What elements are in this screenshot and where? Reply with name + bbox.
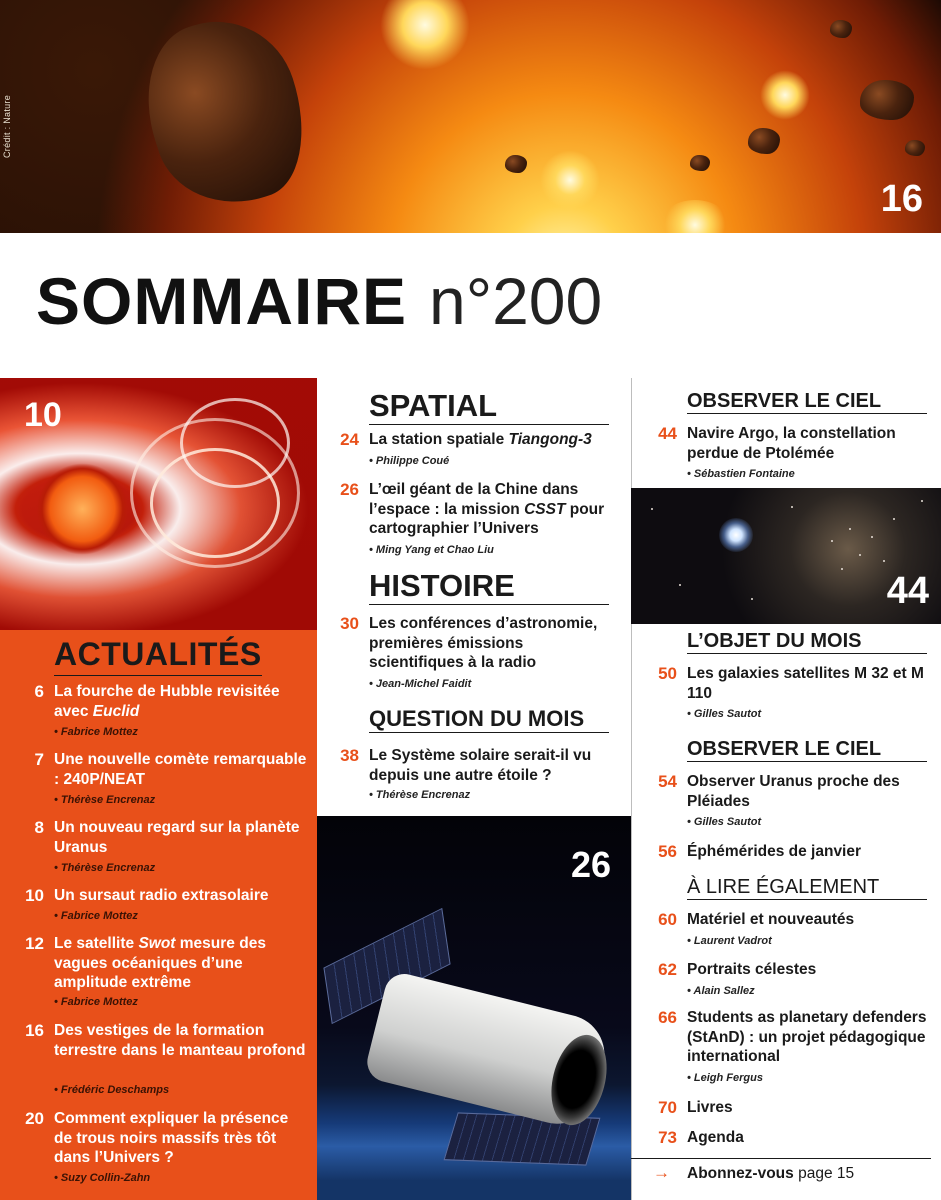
arrow-right-icon: →: [653, 1163, 670, 1182]
entry-page-number: 60: [658, 910, 677, 929]
entry-title: Students as planetary defenders (StAnD) : un projet pédagogique international: [687, 1009, 927, 1065]
entry-title: La station spatiale Tiangong-3: [369, 431, 592, 448]
entry-title: Le satellite Swot mesure des vagues océaniques d’une amplitude extrême: [54, 935, 266, 991]
entry-page-number: 44: [658, 424, 677, 443]
section-heading-actualites: ACTUALITÉS: [54, 636, 262, 676]
actualites-column: [0, 378, 317, 1200]
star-cluster-image: [631, 488, 941, 624]
entry-page-number: 7: [34, 750, 44, 769]
entry-author: • Gilles Sautot: [687, 816, 762, 828]
entry-page-number: 50: [658, 664, 677, 683]
image-page-number[interactable]: 10: [24, 396, 62, 434]
entry-title: Les galaxies satellites M 32 et M 110: [687, 665, 924, 702]
space-telescope-image: [317, 816, 631, 1200]
entry-title: Agenda: [687, 1129, 744, 1146]
entry-author: • Gilles Sautot: [687, 708, 762, 720]
entry-title: Le Système solaire serait-il vu depuis une autre étoile ?: [369, 747, 592, 784]
subscribe-label: Abonnez-vous: [687, 1165, 794, 1182]
entry-title: Portraits célestes: [687, 961, 817, 978]
entry-title: Des vestiges de la formation terrestre dans le manteau profond: [54, 1022, 306, 1059]
entry-page-number: 12: [25, 934, 44, 953]
section-heading-spatial: SPATIAL: [369, 388, 609, 425]
entry-author: • Fabrice Mottez: [54, 726, 138, 738]
entry-page-number: 30: [340, 614, 359, 633]
entry-title: L’œil géant de la Chine dans l’espace : la mission CSST pour cartographier l’Univers: [369, 481, 605, 537]
entry-page-number: 54: [658, 772, 677, 791]
entry-author: • Thérèse Encrenaz: [54, 794, 156, 806]
entry-page-number: 16: [25, 1021, 44, 1040]
entry-page-number: 6: [34, 682, 44, 701]
entry-title: Un sursaut radio extrasolaire: [54, 887, 269, 904]
entry-author: • Sébastien Fontaine: [687, 468, 795, 480]
entry-author: • Leigh Fergus: [687, 1072, 763, 1084]
entry-page-number: 8: [34, 818, 44, 837]
entry-author: • Thérèse Encrenaz: [369, 789, 471, 801]
entry-title: Les conférences d’astronomie, premières émissions scientifiques à la radio: [369, 615, 598, 671]
entry-title: La fourche de Hubble revisitée avec Euclid: [54, 683, 280, 720]
entry-page-number: 24: [340, 430, 359, 449]
image-page-number[interactable]: 26: [570, 844, 611, 885]
subscribe-page: page 15: [798, 1165, 855, 1182]
photo-credit: Crédit : Nature: [2, 94, 12, 158]
banner-page-number[interactable]: 16: [880, 178, 923, 220]
entry-title: Éphémérides de janvier: [687, 843, 862, 860]
entry-author: • Frédéric Deschamps: [54, 1084, 170, 1096]
title-issue: n°200: [429, 264, 603, 338]
cover-banner-image: [0, 0, 941, 233]
entry-author: • Ming Yang et Chao Liu: [369, 544, 494, 556]
entry-title: Comment expliquer la présence de trous noirs massifs très tôt dans l’Univers ?: [54, 1110, 289, 1166]
entry-page-number: 70: [658, 1098, 677, 1117]
entry-title: Navire Argo, la constellation perdue de Ptolémée: [687, 425, 896, 462]
entry-page-number: 20: [25, 1109, 44, 1128]
subscribe-text: [687, 1165, 854, 1183]
section-heading-histoire: HISTOIRE: [369, 568, 609, 605]
entry-page-number: 26: [340, 480, 359, 499]
middle-column: [317, 378, 631, 1200]
entry-author: • Fabrice Mottez: [54, 910, 138, 922]
page-title: [36, 264, 603, 338]
entry-page-number: 62: [658, 960, 677, 979]
entry-author: • Alain Sallez: [687, 985, 755, 997]
right-column: [631, 378, 941, 1200]
section-heading-question-du-mois: QUESTION DU MOIS: [369, 706, 609, 733]
entry-author: • Thérèse Encrenaz: [54, 862, 156, 874]
entry-title: Une nouvelle comète remarquable : 240P/NEAT: [54, 751, 307, 788]
entry-title: Livres: [687, 1099, 733, 1116]
section-heading-a-lire-egalement: À LIRE ÉGALEMENT: [687, 876, 927, 900]
entry-page-number: 66: [658, 1008, 677, 1027]
image-page-number[interactable]: 44: [886, 570, 929, 612]
entry-author: • Suzy Collin-Zahn: [54, 1172, 151, 1184]
section-heading-observer-le-ciel-2: OBSERVER LE CIEL: [687, 738, 927, 762]
section-heading-observer-le-ciel: OBSERVER LE CIEL: [687, 390, 927, 414]
entry-page-number: 56: [658, 842, 677, 861]
section-heading-objet-du-mois: L’OBJET DU MOIS: [687, 630, 927, 654]
entry-author: • Fabrice Mottez: [54, 996, 138, 1008]
subscribe-link[interactable]: [631, 1158, 931, 1182]
title-main: SOMMAIRE: [36, 264, 407, 338]
entry-title: Matériel et nouveautés: [687, 911, 855, 928]
entry-page-number: 73: [658, 1128, 677, 1147]
entry-page-number: 10: [25, 886, 44, 905]
entry-author: • Philippe Coué: [369, 455, 450, 467]
solar-flare-image: [0, 378, 317, 630]
entry-author: • Laurent Vadrot: [687, 935, 772, 947]
entry-title: Observer Uranus proche des Pléiades: [687, 773, 900, 810]
entry-title: Un nouveau regard sur la planète Uranus: [54, 819, 300, 856]
entry-author: • Jean-Michel Faidit: [369, 678, 472, 690]
entry-page-number: 38: [340, 746, 359, 765]
